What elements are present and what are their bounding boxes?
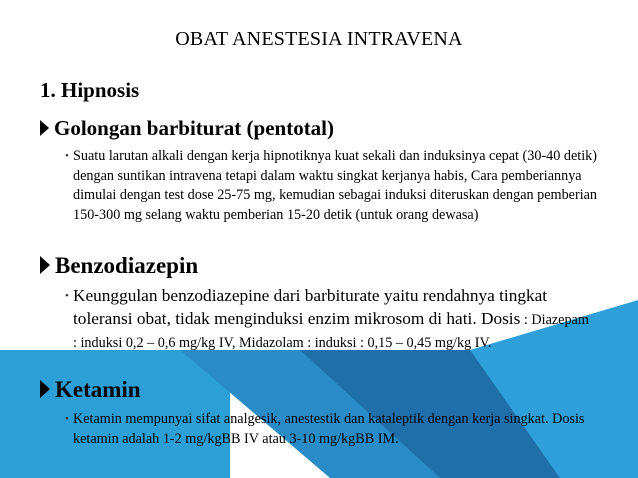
dot-bullet-icon: • <box>65 150 69 162</box>
bullet-barbiturat-text: Suatu larutan alkali dengan kerja hipnotiknya kuat sekali dan induksinya cepat (30-40 detik) dengan suntikan intravena tetapi dalam waktu singkat kerjanya habis, Cara pemberiannya dimulai dengan test dose 25-75 mg, kemudian sebagai induksi diteruskan dengan pemberian 150-300 mg selang waktu pemberian 15-20 detik (untuk orang dewasa) <box>73 148 598 223</box>
bullet-ketamin-text: Ketamin mempunyai sifat analgesik, anestestik dan kataleptik dengan kerja singkat. Dosis ketamin adalah 1-2 mg/kgBB IV atau 3-10 mg/kgBB IM. <box>73 411 585 447</box>
section-heading: 1. Hipnosis <box>40 78 140 102</box>
bullet-benzodiazepin-dose: : Diazepam : induksi 0,2 – 0,6 mg/kg IV, Midazolam : induksi : 0,15 – 0,45 mg/kg IV. <box>73 311 589 351</box>
heading-benzodiazepin-text: Benzodiazepin <box>55 253 199 278</box>
triangle-bullet-icon <box>40 256 50 274</box>
heading-ketamin <box>40 377 141 403</box>
heading-barbiturat <box>40 116 334 141</box>
dot-bullet-icon: • <box>65 413 69 425</box>
bullet-benzodiazepin-text: Keunggulan benzodiazepine dari barbiturate yaitu rendahnya tingkat toleransi obat, tidak menginduksi enzim mikrosom di hati. Dosis <box>73 286 548 328</box>
dot-bullet-icon: • <box>65 290 69 302</box>
bullet-benzodiazepin-paragraph <box>73 285 593 355</box>
heading-ketamin-text: Ketamin <box>55 377 141 402</box>
triangle-bullet-icon <box>40 120 49 136</box>
triangle-bullet-icon <box>40 380 50 398</box>
heading-benzodiazepin <box>40 253 198 279</box>
slide-title: OBAT ANESTESIA INTRAVENA <box>175 28 463 50</box>
bullet-barbiturat <box>65 147 603 225</box>
bullet-benzodiazepin <box>65 285 593 355</box>
bullet-ketamin <box>65 410 603 449</box>
heading-barbiturat-text: Golongan barbiturat (pentotal) <box>54 116 335 140</box>
